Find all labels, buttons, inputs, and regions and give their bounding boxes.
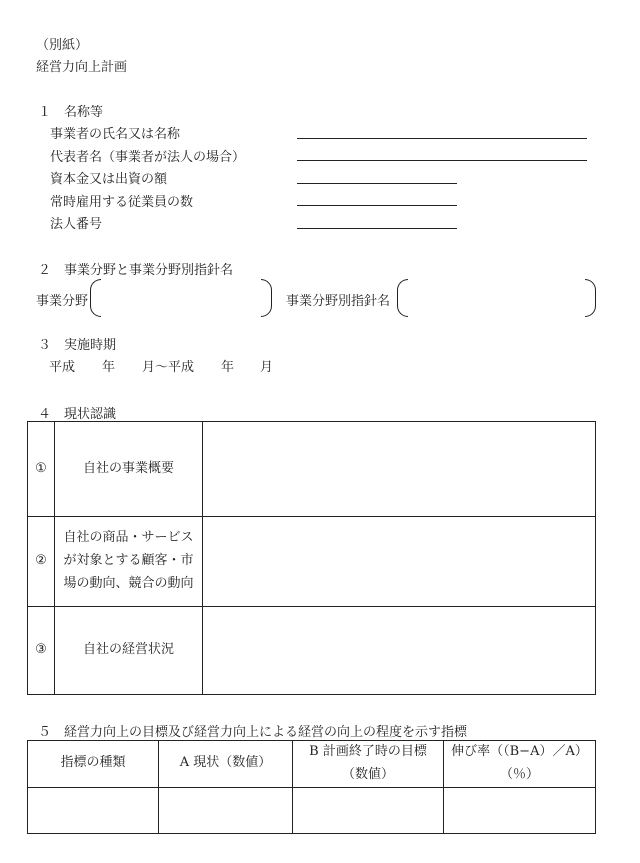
employees-label: 常時雇用する従業員の数	[50, 195, 194, 210]
column-header-line: （％）	[499, 766, 539, 782]
capital-label: 資本金又は出資の額	[50, 172, 168, 187]
table-row	[28, 741, 596, 788]
row-number: ③	[28, 607, 55, 695]
document-title: 経営力向上計画	[36, 60, 128, 75]
column-header-line: B 計画終了時の目標	[309, 744, 427, 759]
capital-field[interactable]	[297, 183, 457, 184]
representative-name-label: 代表者名（事業者が法人の場合）	[50, 150, 246, 165]
target-value-input[interactable]	[293, 787, 444, 833]
employees-field[interactable]	[297, 205, 457, 206]
row-label-line: 自社の商品・サービス	[63, 530, 194, 546]
guideline-name-input[interactable]	[409, 282, 583, 314]
row-label-line: が対象とする顧客・市	[63, 553, 194, 569]
current-value-input[interactable]	[159, 787, 293, 833]
business-overview-input[interactable]	[203, 422, 596, 517]
section5-heading: ５ 経営力向上の目標及び経営力向上による経営の向上の程度を示す指標	[38, 725, 468, 740]
row-label: 自社の経営状況	[55, 607, 203, 695]
table-row	[28, 787, 596, 833]
row-label-line: 場の動向、競合の動向	[63, 575, 194, 591]
corporate-number-label: 法人番号	[50, 217, 103, 232]
end-month-unit: 月	[260, 360, 274, 375]
business-name-field[interactable]	[297, 138, 587, 139]
column-header: A 現状（数値）	[159, 741, 293, 788]
start-year-unit: 年	[102, 360, 116, 375]
column-header-line: 伸び率（（B−A）／A）	[451, 744, 588, 759]
end-era: 平成	[168, 360, 195, 375]
column-header	[293, 741, 444, 788]
column-header-line: （数値）	[341, 766, 394, 782]
period-separator: ～	[155, 360, 169, 375]
start-month-unit: 月	[142, 360, 156, 375]
guideline-bracket-open	[397, 279, 408, 317]
row-label: 自社の事業概要	[55, 422, 203, 517]
section2-heading: ２ 事業分野と事業分野別指針名	[38, 263, 234, 278]
row-label	[55, 517, 203, 607]
management-status-input[interactable]	[203, 607, 596, 695]
table-row	[28, 422, 596, 517]
guideline-name-label: 事業分野別指針名	[286, 294, 391, 309]
table-row	[28, 607, 596, 695]
business-field-bracket-open	[90, 279, 101, 317]
section1-heading: １ 名称等	[38, 105, 104, 120]
table-row	[28, 517, 596, 607]
start-era: 平成	[49, 360, 76, 375]
corporate-number-field[interactable]	[297, 228, 457, 229]
business-field-bracket-close	[261, 279, 272, 317]
indicator-table	[27, 740, 596, 834]
section3-heading: ３ 実施時期	[38, 338, 117, 353]
business-field-label: 事業分野	[36, 294, 89, 309]
end-year-unit: 年	[221, 360, 235, 375]
column-header	[444, 741, 596, 788]
market-trends-input[interactable]	[203, 517, 596, 607]
indicator-type-input[interactable]	[28, 787, 159, 833]
column-header: 指標の種類	[28, 741, 159, 788]
row-number: ②	[28, 517, 55, 607]
section4-heading: ４ 現状認識	[38, 407, 117, 422]
business-name-label: 事業者の氏名又は名称	[50, 127, 181, 142]
business-field-input[interactable]	[102, 282, 259, 314]
row-number: ①	[28, 422, 55, 517]
representative-name-field[interactable]	[297, 160, 587, 161]
attachment-label: （別紙）	[36, 38, 89, 53]
current-status-table	[27, 421, 596, 695]
growth-rate-input[interactable]	[444, 787, 596, 833]
guideline-bracket-close	[585, 279, 596, 317]
